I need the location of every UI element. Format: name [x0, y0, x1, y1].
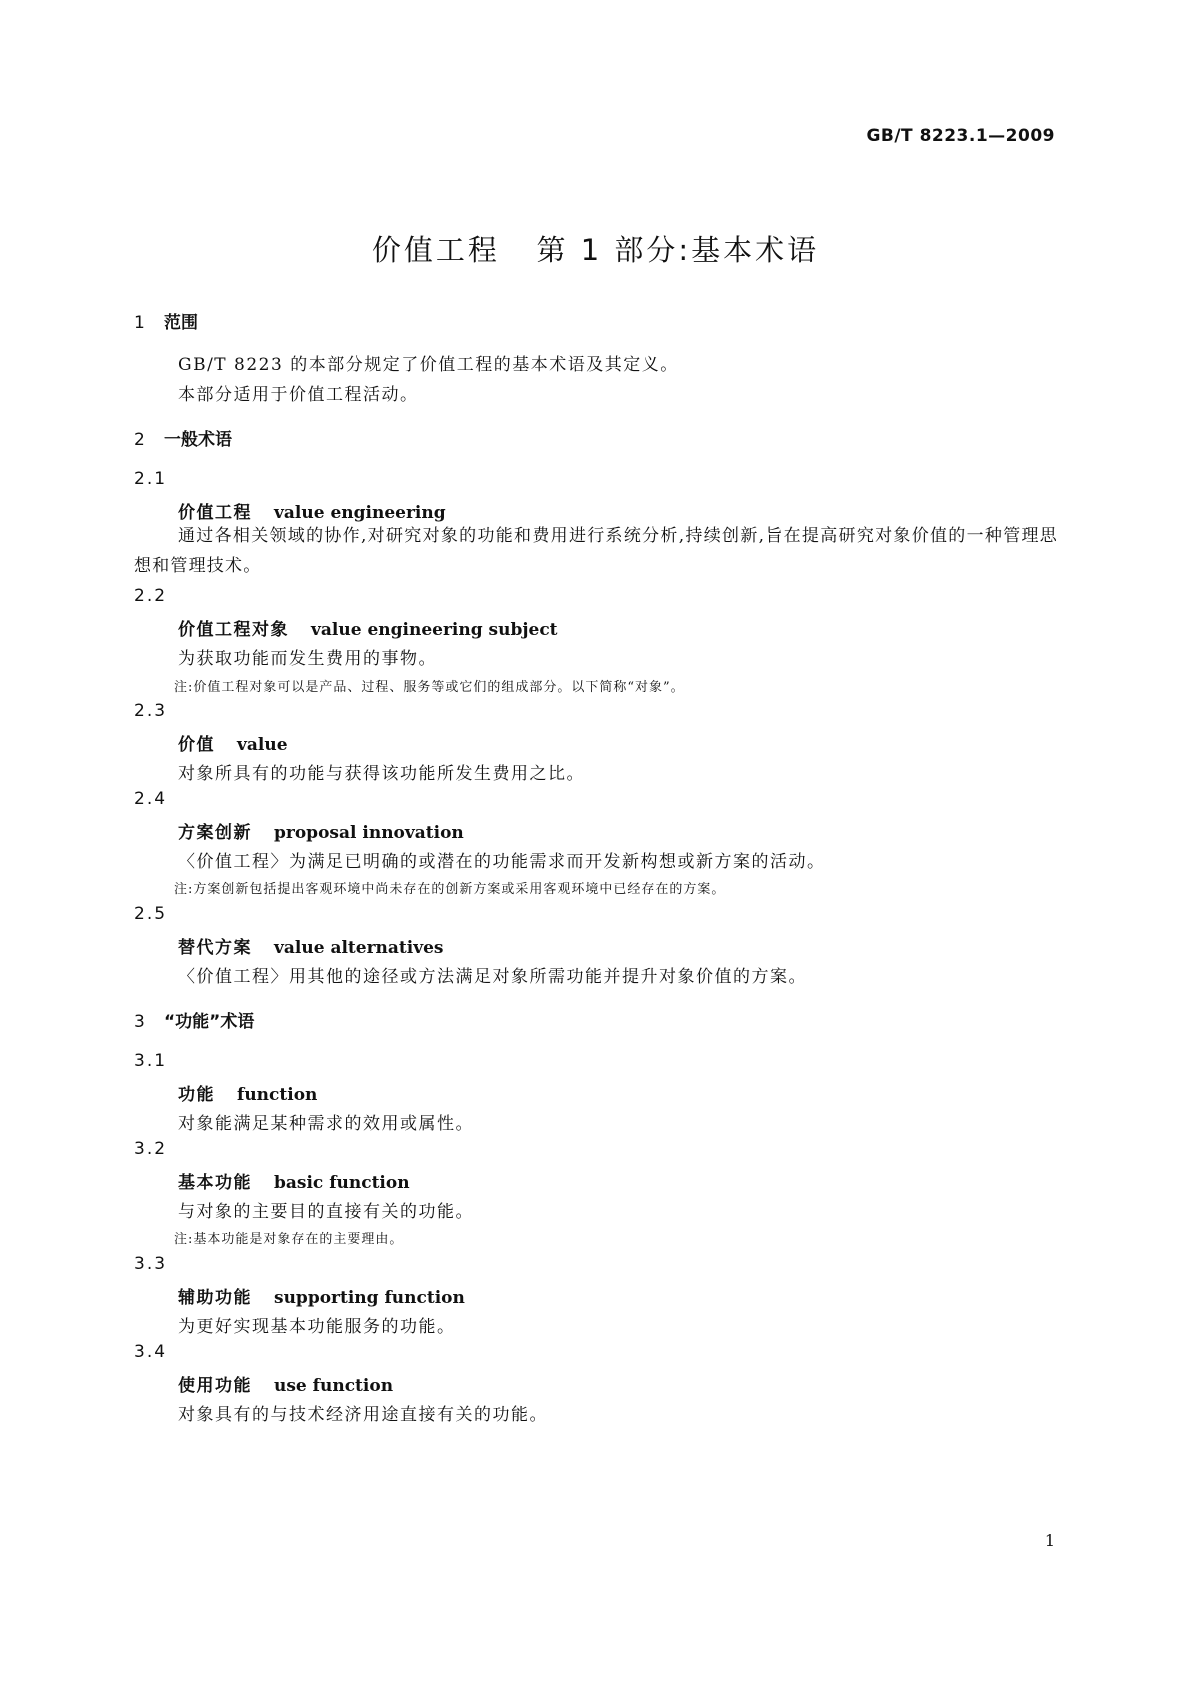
paragraph: 本部分适用于价值工程活动。	[178, 385, 419, 405]
term-en: proposal innovation	[274, 823, 464, 843]
term-heading	[178, 730, 1191, 755]
term-en: use function	[274, 1376, 394, 1396]
term-definition: 与对象的主要目的直接有关的功能。	[178, 1202, 474, 1222]
term-definition: 为获取功能而发生费用的事物。	[178, 649, 437, 669]
term-en: value alternatives	[274, 938, 444, 958]
page-number: 1	[1044, 1531, 1055, 1550]
term-heading	[178, 498, 1191, 523]
term-en: value engineering	[274, 503, 446, 523]
term-number: 2.4	[134, 789, 168, 809]
term-zh: 价值工程对象	[178, 620, 289, 640]
term-heading	[178, 615, 1191, 640]
term-heading	[178, 1080, 1191, 1105]
paragraph: GB/T 8223 的本部分规定了价值工程的基本术语及其定义。	[178, 355, 679, 375]
term-zh: 方案创新	[178, 823, 252, 843]
section-number: 1	[134, 313, 145, 333]
section-title: “功能”术语	[164, 1012, 255, 1032]
term-number: 2.1	[134, 469, 168, 489]
term-en: value	[237, 735, 288, 755]
term-en: supporting function	[274, 1288, 465, 1308]
term-definition: 对象所具有的功能与获得该功能所发生费用之比。	[178, 764, 585, 784]
term-number: 3.1	[134, 1051, 168, 1071]
term-heading	[178, 1371, 1191, 1396]
term-zh: 基本功能	[178, 1173, 252, 1193]
term-heading	[178, 933, 1191, 958]
term-definition: 为更好实现基本功能服务的功能。	[178, 1317, 456, 1337]
term-number: 3.2	[134, 1139, 168, 1159]
document-title: 价值工程 第 1 部分:基本术语	[371, 233, 820, 267]
term-definition: 对象具有的与技术经济用途直接有关的功能。	[178, 1405, 548, 1425]
section-heading	[134, 308, 1191, 333]
term-definition: 〈价值工程〉用其他的途径或方法满足对象所需功能并提升对象价值的方案。	[178, 967, 807, 987]
section-number: 3	[134, 1012, 145, 1032]
term-note: 注:方案创新包括提出客观环境中尚未存在的创新方案或采用客观环境中已经存在的方案。	[174, 882, 726, 897]
section-heading	[134, 425, 1191, 450]
term-number: 2.5	[134, 904, 168, 924]
term-definition: 〈价值工程〉为满足已明确的或潜在的功能需求而开发新构想或新方案的活动。	[178, 852, 826, 872]
section-heading	[134, 1007, 1191, 1032]
term-number: 2.2	[134, 586, 168, 606]
term-zh: 使用功能	[178, 1376, 252, 1396]
term-number: 3.3	[134, 1254, 168, 1274]
term-zh: 辅助功能	[178, 1288, 252, 1308]
term-zh: 价值工程	[178, 503, 252, 523]
term-heading	[178, 1283, 1191, 1308]
term-definition: 对象能满足某种需求的效用或属性。	[178, 1114, 474, 1134]
term-number: 3.4	[134, 1342, 168, 1362]
term-number: 2.3	[134, 701, 168, 721]
section-title: 一般术语	[164, 430, 232, 450]
term-zh: 功能	[178, 1085, 215, 1105]
term-en: basic function	[274, 1173, 410, 1193]
term-zh: 价值	[178, 735, 215, 755]
term-en: value engineering subject	[311, 620, 558, 640]
term-heading	[178, 818, 1191, 843]
term-heading	[178, 1168, 1191, 1193]
section-title: 范围	[164, 313, 198, 333]
term-note: 注:基本功能是对象存在的主要理由。	[174, 1232, 404, 1247]
term-note: 注:价值工程对象可以是产品、过程、服务等或它们的组成部分。以下简称“对象”。	[174, 680, 685, 695]
term-en: function	[237, 1085, 318, 1105]
term-definition: 通过各相关领域的协作,对研究对象的功能和费用进行系统分析,持续创新,旨在提高研究对象价值的一种管理思想和管理技术。	[134, 526, 1058, 576]
section-number: 2	[134, 430, 145, 450]
term-zh: 替代方案	[178, 938, 252, 958]
standard-code: GB/T 8223.1—2009	[866, 126, 1055, 146]
